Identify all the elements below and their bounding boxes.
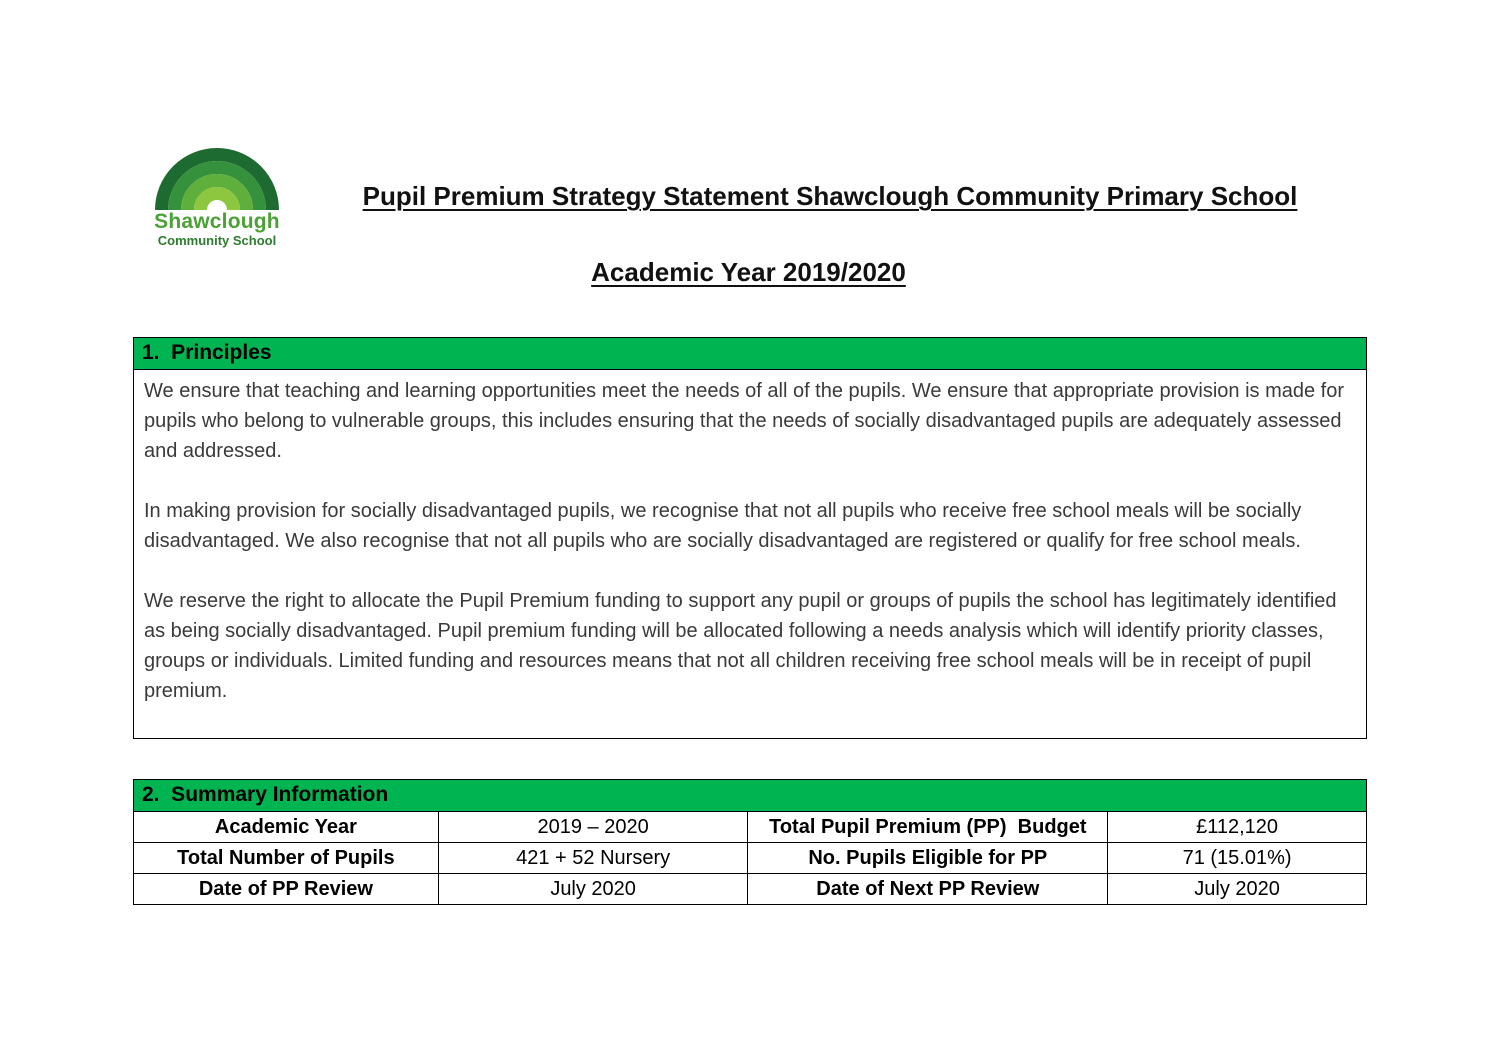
- summary-cell-value: 71 (15.01%): [1108, 843, 1367, 874]
- rainbow-arch-icon: [147, 131, 287, 211]
- summary-cell-value: £112,120: [1108, 812, 1367, 843]
- summary-section-heading: 2. Summary Information: [133, 779, 1367, 812]
- principles-body: [133, 370, 1367, 739]
- page-title: Pupil Premium Strategy Statement Shawclough Community Primary School: [362, 181, 1298, 211]
- summary-cell-value: 2019 – 2020: [438, 812, 748, 843]
- school-logo: [146, 131, 288, 248]
- summary-cell-label: Total Number of Pupils: [134, 843, 439, 874]
- principles-paragraph-1: We ensure that teaching and learning opportunities meet the needs of all of the pupils. We ensure that appropriate provision is made for pupils who belong to vulnerable groups, this includes ensuring that the needs of socially disadvantaged pupils are adequately assessed and addressed.: [144, 380, 1344, 462]
- summary-table-row: [134, 874, 1367, 905]
- summary-cell-label: Total Pupil Premium (PP) Budget: [748, 812, 1108, 843]
- summary-table-row: [134, 843, 1367, 874]
- principles-paragraph-2: In making provision for socially disadvantaged pupils, we recognise that not all pupils who receive free school meals will be socially disadvantaged. We also recognise that not all pupils who are socially disadvantaged are registered or qualify for free school meals.: [144, 500, 1302, 552]
- logo-school-subname: Community School: [157, 233, 277, 248]
- summary-cell-value: 421 + 52 Nursery: [438, 843, 748, 874]
- summary-cell-value: July 2020: [1108, 874, 1367, 905]
- summary-cell-label: Date of Next PP Review: [748, 874, 1108, 905]
- principles-paragraph-3: We reserve the right to allocate the Pupil Premium funding to support any pupil or groups of pupils the school has legitimately identified as being socially disadvantaged. Pupil premium funding will be allocated following a needs analysis which will identify priority classes, groups or individuals. Limited funding and resources means that not all children receiving free school meals will be in receipt of pupil premium.: [144, 590, 1337, 702]
- summary-section: [133, 779, 1367, 905]
- summary-cell-label: No. Pupils Eligible for PP: [748, 843, 1108, 874]
- summary-cell-label: Academic Year: [134, 812, 439, 843]
- academic-year-subtitle: Academic Year 2019/2020: [591, 257, 906, 287]
- principles-section: [133, 337, 1367, 739]
- logo-school-name: Shawclough: [154, 210, 280, 233]
- summary-table: [133, 811, 1367, 905]
- principles-section-heading: 1. Principles: [133, 337, 1367, 370]
- summary-cell-value: July 2020: [438, 874, 748, 905]
- summary-cell-label: Date of PP Review: [134, 874, 439, 905]
- summary-table-row: [134, 812, 1367, 843]
